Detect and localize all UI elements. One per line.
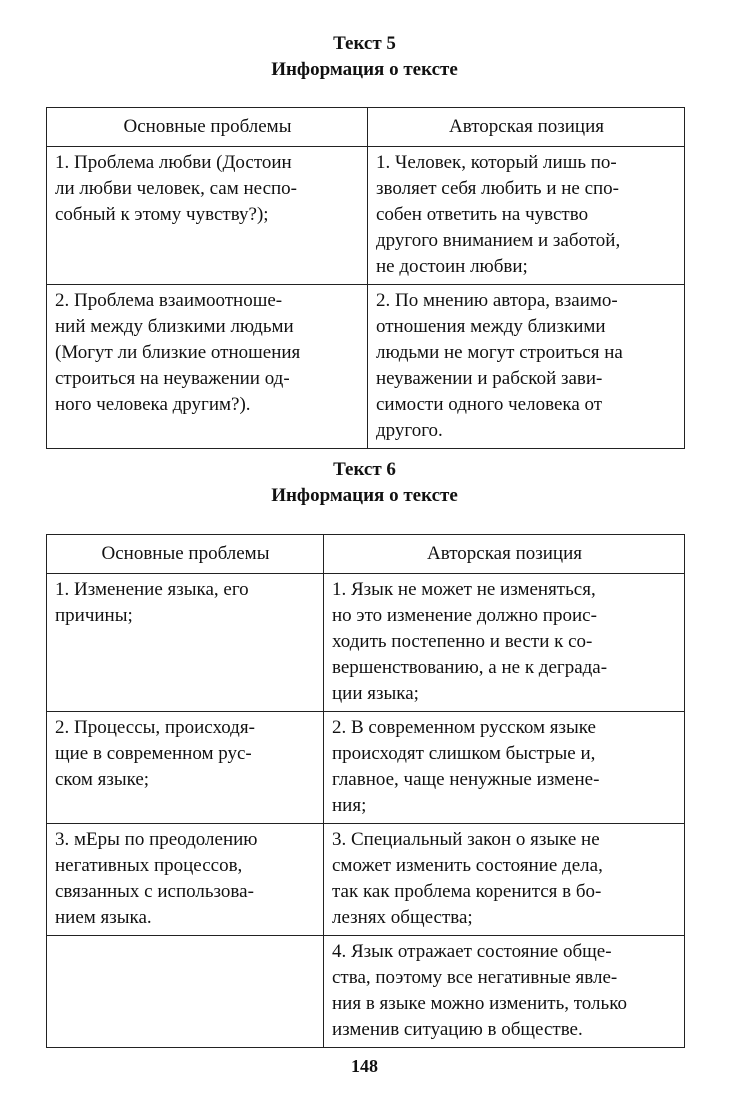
- cell-line: ции языка;: [332, 683, 419, 704]
- table-row: [47, 574, 685, 712]
- cell-line: негативных процессов,: [55, 855, 243, 876]
- cell-line: ходить постепенно и вести к со-: [332, 631, 593, 652]
- cell-line: ний между близкими людьми: [55, 316, 294, 337]
- cell-line: причины;: [55, 605, 133, 626]
- cell-line: сможет изменить состояние дела,: [332, 855, 603, 876]
- cell-line: 1. Человек, который лишь по-: [376, 152, 617, 173]
- position-cell: [368, 285, 685, 449]
- position-cell: [324, 712, 685, 824]
- problem-cell: [47, 285, 368, 449]
- cell-line: так как проблема коренится в бо-: [332, 881, 602, 902]
- cell-line: происходят слишком быстрые и,: [332, 743, 596, 764]
- page-number: 148: [351, 1056, 378, 1076]
- cell-line: неуважении и рабской зави-: [376, 368, 603, 389]
- cell-line: 4. Язык отражает состояние обще-: [332, 941, 612, 962]
- cell-line: ства, поэтому все негативные явле-: [332, 967, 618, 988]
- text5-table: [46, 107, 685, 449]
- cell-line: изменив ситуацию в обществе.: [332, 1019, 583, 1040]
- cell-line: лезнях общества;: [332, 907, 473, 928]
- table-row: [47, 147, 685, 285]
- cell-line: собный к этому чувству?);: [55, 204, 269, 225]
- cell-line: ния в языке можно изменить, только: [332, 993, 627, 1014]
- text5-body: [47, 147, 685, 449]
- position-cell: [324, 574, 685, 712]
- cell-line: (Могут ли близкие отношения: [55, 342, 301, 363]
- cell-line: нием языка.: [55, 907, 152, 928]
- problem-cell: [47, 712, 324, 824]
- table-row: [47, 285, 685, 449]
- cell-line: 2. Процессы, происходя-: [55, 717, 255, 738]
- cell-line: связанных с использова-: [55, 881, 254, 902]
- cell-line: щие в современном рус-: [55, 743, 252, 764]
- cell-line: 1. Язык не может не изменяться,: [332, 579, 596, 600]
- cell-line: ния;: [332, 795, 367, 816]
- cell-line: ском языке;: [55, 769, 150, 790]
- position-cell: [324, 936, 685, 1048]
- text5-title: Текст 5: [333, 33, 396, 54]
- table-row: [47, 936, 685, 1048]
- problem-cell: [47, 147, 368, 285]
- problem-cell: [47, 824, 324, 936]
- header-problems: Основные проблемы: [47, 535, 324, 574]
- position-cell: [368, 147, 685, 285]
- table-row: [47, 824, 685, 936]
- cell-line: симости одного человека от: [376, 394, 603, 415]
- table-header-row: [47, 535, 685, 574]
- cell-line: 2. По мнению автора, взаимо-: [376, 290, 618, 311]
- text6-heading: [0, 457, 729, 509]
- cell-line: 2. Проблема взаимоотноше-: [55, 290, 283, 311]
- problem-cell: [47, 574, 324, 712]
- cell-line: ли любви человек, сам неспо-: [55, 178, 297, 199]
- cell-line: людьми не могут строиться на: [376, 342, 623, 363]
- cell-line: 3. мЕры по преодолению: [55, 829, 258, 850]
- table-row: [47, 712, 685, 824]
- cell-line: другого вниманием и заботой,: [376, 230, 621, 251]
- header-position: Авторская позиция: [324, 535, 685, 574]
- text6-table: [46, 534, 685, 1048]
- cell-line: зволяет себя любить и не спо-: [376, 178, 620, 199]
- cell-line: ного человека другим?).: [55, 394, 251, 415]
- cell-line: 1. Проблема любви (Достоин: [55, 152, 292, 173]
- problem-cell: [47, 936, 324, 1048]
- cell-line: вершенствованию, а не к деграда-: [332, 657, 608, 678]
- cell-line: но это изменение должно проис-: [332, 605, 597, 626]
- header-problems: Основные проблемы: [47, 108, 368, 147]
- cell-line: собен ответить на чувство: [376, 204, 589, 225]
- cell-line: строиться на неуважении од-: [55, 368, 290, 389]
- cell-line: 2. В современном русском языке: [332, 717, 596, 738]
- text6-title: Текст 6: [333, 459, 396, 480]
- cell-line: не достоин любви;: [376, 256, 528, 277]
- table-header-row: [47, 108, 685, 147]
- header-position: Авторская позиция: [368, 108, 685, 147]
- text6-body: [47, 574, 685, 1048]
- cell-line: 1. Изменение языка, его: [55, 579, 249, 600]
- text6-subtitle: Информация о тексте: [271, 485, 458, 506]
- cell-line: 3. Специальный закон о языке не: [332, 829, 600, 850]
- cell-line: главное, чаще ненужные измене-: [332, 769, 600, 790]
- text5-subtitle: Информация о тексте: [271, 59, 458, 80]
- position-cell: [324, 824, 685, 936]
- cell-line: другого.: [376, 420, 443, 441]
- text5-heading: [0, 31, 729, 83]
- cell-line: отношения между близкими: [376, 316, 606, 337]
